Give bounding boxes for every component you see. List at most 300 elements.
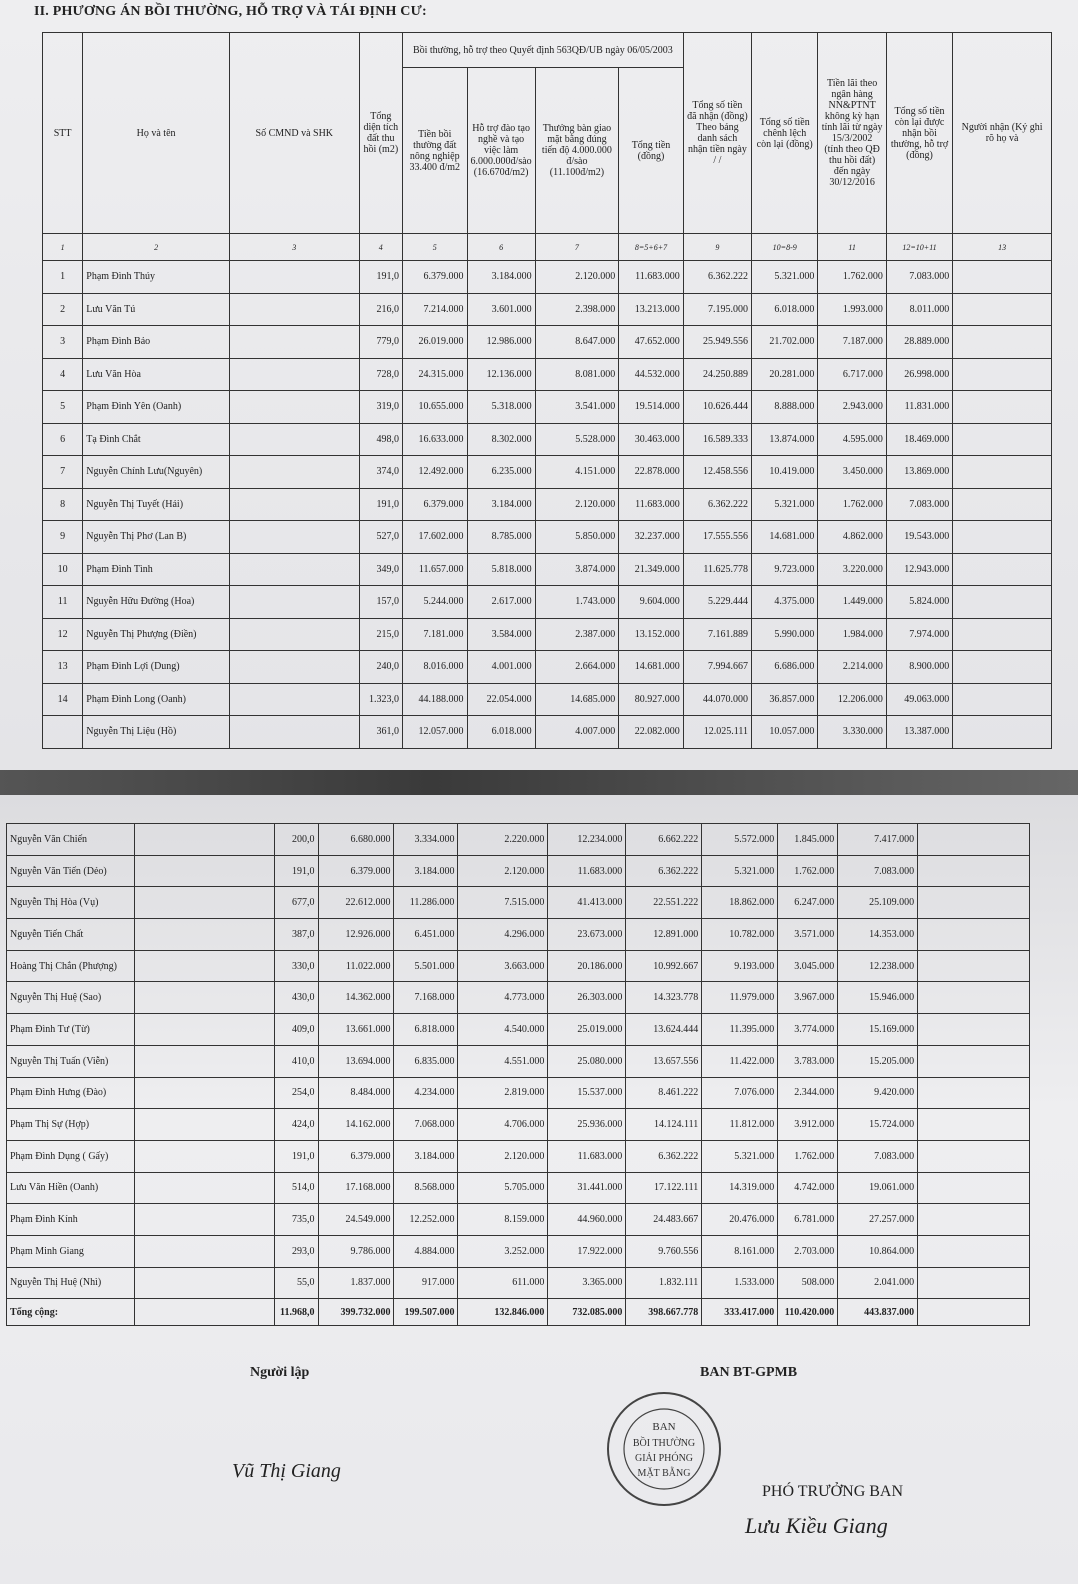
c6-cell: 8.302.000 bbox=[467, 423, 535, 456]
c12-cell: 19.543.000 bbox=[886, 521, 952, 554]
c7-cell: 14.685.000 bbox=[535, 683, 619, 716]
area-cell: 216,0 bbox=[359, 293, 402, 326]
c9-cell: 22.551.222 bbox=[626, 887, 702, 919]
c10-cell: 8.888.000 bbox=[752, 391, 818, 424]
total-row bbox=[7, 1299, 1030, 1326]
table-row bbox=[43, 553, 1052, 586]
c8-cell: 11.683.000 bbox=[548, 855, 626, 887]
c9-cell: 12.891.000 bbox=[626, 919, 702, 951]
c10-cell: 10.419.000 bbox=[752, 456, 818, 489]
c9-cell: 24.483.667 bbox=[626, 1204, 702, 1236]
name-cell: Nguyễn Thị Phượng (Điền) bbox=[83, 618, 230, 651]
c10-cell: 5.321.000 bbox=[702, 1140, 778, 1172]
c9-cell: 14.323.778 bbox=[626, 982, 702, 1014]
c5-cell: 1.837.000 bbox=[318, 1267, 394, 1299]
id-cell bbox=[229, 358, 359, 391]
area-cell: 191,0 bbox=[274, 855, 318, 887]
c6-cell: 917.000 bbox=[394, 1267, 458, 1299]
c9-cell: 12.458.556 bbox=[683, 456, 751, 489]
c10-cell: 14.319.000 bbox=[702, 1172, 778, 1204]
c11-cell: 12.206.000 bbox=[818, 683, 886, 716]
c7-cell: 5.850.000 bbox=[535, 521, 619, 554]
c12-cell: 27.257.000 bbox=[838, 1204, 918, 1236]
c7-cell: 2.120.000 bbox=[458, 855, 548, 887]
c8-cell: 13.152.000 bbox=[619, 618, 684, 651]
stt-cell: 3 bbox=[43, 326, 83, 359]
c5-cell: 11.657.000 bbox=[402, 553, 467, 586]
c12-cell: 7.083.000 bbox=[886, 261, 952, 294]
c8-cell: 25.936.000 bbox=[548, 1109, 626, 1141]
header-c8: Tổng tiền (đồng) bbox=[619, 68, 684, 234]
c9-cell: 1.832.111 bbox=[626, 1267, 702, 1299]
stt-cell: 4 bbox=[43, 358, 83, 391]
name-cell: Nguyễn Tiến Chất bbox=[7, 919, 135, 951]
area-cell: 157,0 bbox=[359, 586, 402, 619]
c6-cell: 22.054.000 bbox=[467, 683, 535, 716]
area-cell: 779,0 bbox=[359, 326, 402, 359]
area-cell: 424,0 bbox=[274, 1109, 318, 1141]
document-page-2 bbox=[0, 795, 1078, 1584]
c5-cell: 10.655.000 bbox=[402, 391, 467, 424]
compensation-table-page-2 bbox=[6, 823, 1030, 1326]
total-c10: 333.417.000 bbox=[702, 1299, 778, 1326]
c10-cell: 18.862.000 bbox=[702, 887, 778, 919]
c9-cell: 6.362.222 bbox=[683, 488, 751, 521]
c11-cell: 6.247.000 bbox=[778, 887, 838, 919]
name-cell: Nguyễn Hữu Đường (Hoa) bbox=[83, 586, 230, 619]
total-c8: 732.085.000 bbox=[548, 1299, 626, 1326]
c7-cell: 7.515.000 bbox=[458, 887, 548, 919]
c11-cell: 3.045.000 bbox=[778, 950, 838, 982]
sign-cell bbox=[918, 1109, 1030, 1141]
c12-cell: 7.083.000 bbox=[886, 488, 952, 521]
c8-cell: 20.186.000 bbox=[548, 950, 626, 982]
c6-cell: 5.501.000 bbox=[394, 950, 458, 982]
c12-cell: 8.900.000 bbox=[886, 651, 952, 684]
id-cell bbox=[229, 683, 359, 716]
c7-cell: 4.706.000 bbox=[458, 1109, 548, 1141]
stt-cell: 5 bbox=[43, 391, 83, 424]
c6-cell: 5.818.000 bbox=[467, 553, 535, 586]
c10-cell: 13.874.000 bbox=[752, 423, 818, 456]
index-cell: 7 bbox=[535, 234, 619, 261]
c12-cell: 10.864.000 bbox=[838, 1235, 918, 1267]
seal-line: BAN bbox=[652, 1421, 676, 1433]
table-row bbox=[43, 618, 1052, 651]
name-cell: Nguyễn Thị Huệ (Nhì) bbox=[7, 1267, 135, 1299]
name-cell: Nguyễn Thị Liệu (Hồ) bbox=[83, 716, 230, 749]
table-row bbox=[7, 1014, 1030, 1046]
c6-cell: 5.318.000 bbox=[467, 391, 535, 424]
stt-cell: 2 bbox=[43, 293, 83, 326]
area-cell: 191,0 bbox=[274, 1140, 318, 1172]
c11-cell: 2.214.000 bbox=[818, 651, 886, 684]
c11-cell: 1.762.000 bbox=[818, 488, 886, 521]
stt-cell: 7 bbox=[43, 456, 83, 489]
name-cell: Hoàng Thị Chắn (Phượng) bbox=[7, 950, 135, 982]
id-cell bbox=[134, 1172, 274, 1204]
c6-cell: 8.568.000 bbox=[394, 1172, 458, 1204]
c8-cell: 44.960.000 bbox=[548, 1204, 626, 1236]
table-row bbox=[7, 1267, 1030, 1299]
c11-cell: 3.967.000 bbox=[778, 982, 838, 1014]
c6-cell: 12.252.000 bbox=[394, 1204, 458, 1236]
c9-cell: 44.070.000 bbox=[683, 683, 751, 716]
table-row bbox=[7, 1235, 1030, 1267]
c11-cell: 1.449.000 bbox=[818, 586, 886, 619]
header-c13: Người nhận (Ký ghi rõ họ và bbox=[953, 33, 1052, 234]
c7-cell: 1.743.000 bbox=[535, 586, 619, 619]
stt-cell: 11 bbox=[43, 586, 83, 619]
id-cell bbox=[134, 1235, 274, 1267]
c5-cell: 44.188.000 bbox=[402, 683, 467, 716]
c10-cell: 5.572.000 bbox=[702, 824, 778, 856]
c11-cell: 3.912.000 bbox=[778, 1109, 838, 1141]
table-row bbox=[7, 855, 1030, 887]
c7-cell: 5.705.000 bbox=[458, 1172, 548, 1204]
c7-cell: 4.151.000 bbox=[535, 456, 619, 489]
c10-cell: 36.857.000 bbox=[752, 683, 818, 716]
header-c5: Tiền bồi thường đất nông nghiệp 33.400 đ/m2 bbox=[402, 68, 467, 234]
id-cell bbox=[229, 716, 359, 749]
name-cell: Phạm Đình Hưng (Đào) bbox=[7, 1077, 135, 1109]
total-c5: 399.732.000 bbox=[318, 1299, 394, 1326]
c6-cell: 6.235.000 bbox=[467, 456, 535, 489]
sign-cell bbox=[918, 1267, 1030, 1299]
header-area: Tổng diện tích đất thu hồi (m2) bbox=[359, 33, 402, 234]
id-cell bbox=[134, 1014, 274, 1046]
c7-cell: 2.398.000 bbox=[535, 293, 619, 326]
c8-cell: 21.349.000 bbox=[619, 553, 684, 586]
c7-cell: 4.540.000 bbox=[458, 1014, 548, 1046]
c10-cell: 4.375.000 bbox=[752, 586, 818, 619]
id-cell bbox=[134, 919, 274, 951]
table-row bbox=[7, 950, 1030, 982]
c6-cell: 3.184.000 bbox=[467, 488, 535, 521]
c12-cell: 13.869.000 bbox=[886, 456, 952, 489]
c6-cell: 6.451.000 bbox=[394, 919, 458, 951]
c12-cell: 15.169.000 bbox=[838, 1014, 918, 1046]
table-row bbox=[7, 982, 1030, 1014]
id-cell bbox=[229, 423, 359, 456]
c8-cell: 26.303.000 bbox=[548, 982, 626, 1014]
c8-cell: 31.441.000 bbox=[548, 1172, 626, 1204]
c7-cell: 611.000 bbox=[458, 1267, 548, 1299]
c9-cell: 7.994.667 bbox=[683, 651, 751, 684]
name-cell: Lưu Văn Hòa bbox=[83, 358, 230, 391]
sign-cell bbox=[918, 1140, 1030, 1172]
c8-cell: 22.082.000 bbox=[619, 716, 684, 749]
name-cell: Phạm Thị Sự (Hợp) bbox=[7, 1109, 135, 1141]
c6-cell: 6.835.000 bbox=[394, 1045, 458, 1077]
table-row bbox=[43, 716, 1052, 749]
c12-cell: 2.041.000 bbox=[838, 1267, 918, 1299]
c5-cell: 14.362.000 bbox=[318, 982, 394, 1014]
c10-cell: 6.018.000 bbox=[752, 293, 818, 326]
c12-cell: 25.109.000 bbox=[838, 887, 918, 919]
c10-cell: 11.422.000 bbox=[702, 1045, 778, 1077]
sign-cell bbox=[918, 1077, 1030, 1109]
c8-cell: 13.213.000 bbox=[619, 293, 684, 326]
id-cell bbox=[229, 488, 359, 521]
table-row bbox=[7, 1077, 1030, 1109]
total-c9: 398.667.778 bbox=[626, 1299, 702, 1326]
header-group: Bồi thường, hỗ trợ theo Quyết định 563QĐ/UB ngày 06/05/2003 bbox=[402, 33, 683, 68]
sign-cell bbox=[918, 919, 1030, 951]
c11-cell: 3.571.000 bbox=[778, 919, 838, 951]
sign-cell bbox=[953, 651, 1052, 684]
stt-cell: 13 bbox=[43, 651, 83, 684]
sign-cell bbox=[918, 1172, 1030, 1204]
c11-cell: 1.845.000 bbox=[778, 824, 838, 856]
c12-cell: 7.083.000 bbox=[838, 855, 918, 887]
c5-cell: 26.019.000 bbox=[402, 326, 467, 359]
c12-cell: 5.824.000 bbox=[886, 586, 952, 619]
area-cell: 735,0 bbox=[274, 1204, 318, 1236]
c9-cell: 17.555.556 bbox=[683, 521, 751, 554]
area-cell: 1.323,0 bbox=[359, 683, 402, 716]
sign-cell bbox=[953, 521, 1052, 554]
area-cell: 191,0 bbox=[359, 488, 402, 521]
section-title: II. PHƯƠNG ÁN BỒI THƯỜNG, HỖ TRỢ VÀ TÁI ĐỊNH CƯ: bbox=[34, 4, 427, 19]
prepared-by-signature: Vũ Thị Giang bbox=[232, 1460, 341, 1482]
sign-cell bbox=[953, 456, 1052, 489]
c5-cell: 13.694.000 bbox=[318, 1045, 394, 1077]
area-cell: 677,0 bbox=[274, 887, 318, 919]
c6-cell: 6.818.000 bbox=[394, 1014, 458, 1046]
c11-cell: 3.450.000 bbox=[818, 456, 886, 489]
sign-cell bbox=[953, 293, 1052, 326]
sign-cell bbox=[918, 1014, 1030, 1046]
deputy-head-signature: Lưu Kiều Giang bbox=[745, 1513, 888, 1538]
c10-cell: 6.686.000 bbox=[752, 651, 818, 684]
c8-cell: 9.604.000 bbox=[619, 586, 684, 619]
c7-cell: 4.551.000 bbox=[458, 1045, 548, 1077]
c7-cell: 3.541.000 bbox=[535, 391, 619, 424]
c10-cell: 5.321.000 bbox=[752, 261, 818, 294]
id-cell bbox=[134, 887, 274, 919]
c6-cell: 3.334.000 bbox=[394, 824, 458, 856]
c6-cell: 6.018.000 bbox=[467, 716, 535, 749]
c9-cell: 13.624.444 bbox=[626, 1014, 702, 1046]
c9-cell: 10.992.667 bbox=[626, 950, 702, 982]
area-cell: 430,0 bbox=[274, 982, 318, 1014]
area-cell: 514,0 bbox=[274, 1172, 318, 1204]
header-c6: Hỗ trợ đào tạo nghề và tạo việc làm 6.000.000đ/sào (16.670đ/m2) bbox=[467, 68, 535, 234]
area-cell: 374,0 bbox=[359, 456, 402, 489]
c8-cell: 15.537.000 bbox=[548, 1077, 626, 1109]
c5-cell: 14.162.000 bbox=[318, 1109, 394, 1141]
c12-cell: 15.205.000 bbox=[838, 1045, 918, 1077]
c11-cell: 1.762.000 bbox=[778, 1140, 838, 1172]
c11-cell: 2.344.000 bbox=[778, 1077, 838, 1109]
id-cell bbox=[229, 391, 359, 424]
c9-cell: 24.250.889 bbox=[683, 358, 751, 391]
id-cell bbox=[229, 553, 359, 586]
name-cell: Nguyễn Chính Lưu(Nguyên) bbox=[83, 456, 230, 489]
c7-cell: 5.528.000 bbox=[535, 423, 619, 456]
deputy-head-title: PHÓ TRƯỞNG BAN bbox=[762, 1483, 904, 1500]
table-row bbox=[7, 1172, 1030, 1204]
index-cell: 6 bbox=[467, 234, 535, 261]
c5-cell: 16.633.000 bbox=[402, 423, 467, 456]
table-row bbox=[43, 326, 1052, 359]
index-cell: 2 bbox=[83, 234, 230, 261]
id-cell bbox=[229, 293, 359, 326]
c6-cell: 8.785.000 bbox=[467, 521, 535, 554]
c11-cell: 3.220.000 bbox=[818, 553, 886, 586]
index-cell: 1 bbox=[43, 234, 83, 261]
c8-cell: 3.365.000 bbox=[548, 1267, 626, 1299]
c10-cell: 10.057.000 bbox=[752, 716, 818, 749]
table-row bbox=[43, 488, 1052, 521]
c10-cell: 9.723.000 bbox=[752, 553, 818, 586]
table-row bbox=[43, 521, 1052, 554]
c7-cell: 3.663.000 bbox=[458, 950, 548, 982]
table-row bbox=[43, 293, 1052, 326]
c10-cell: 21.702.000 bbox=[752, 326, 818, 359]
id-cell bbox=[229, 651, 359, 684]
id-cell bbox=[134, 982, 274, 1014]
area-cell: 349,0 bbox=[359, 553, 402, 586]
table-row bbox=[7, 1140, 1030, 1172]
c10-cell: 14.681.000 bbox=[752, 521, 818, 554]
name-cell: Phạm Đình Thúy bbox=[83, 261, 230, 294]
c11-cell: 4.862.000 bbox=[818, 521, 886, 554]
c12-cell: 26.998.000 bbox=[886, 358, 952, 391]
header-c7: Thưởng bàn giao mặt bằng đúng tiến độ 4.000.000 đ/sào (11.100đ/m2) bbox=[535, 68, 619, 234]
area-cell: 293,0 bbox=[274, 1235, 318, 1267]
c7-cell: 4.296.000 bbox=[458, 919, 548, 951]
c11-cell: 6.717.000 bbox=[818, 358, 886, 391]
name-cell: Nguyễn Thị Phơ (Lan B) bbox=[83, 521, 230, 554]
name-cell: Lưu Văn Tú bbox=[83, 293, 230, 326]
c6-cell: 7.068.000 bbox=[394, 1109, 458, 1141]
sign-cell bbox=[953, 488, 1052, 521]
c11-cell: 1.762.000 bbox=[778, 855, 838, 887]
c9-cell: 25.949.556 bbox=[683, 326, 751, 359]
c7-cell: 3.252.000 bbox=[458, 1235, 548, 1267]
sign-cell bbox=[953, 618, 1052, 651]
table-row bbox=[7, 824, 1030, 856]
c8-cell: 44.532.000 bbox=[619, 358, 684, 391]
c6-cell: 2.617.000 bbox=[467, 586, 535, 619]
c11-cell: 508.000 bbox=[778, 1267, 838, 1299]
area-cell: 498,0 bbox=[359, 423, 402, 456]
c9-cell: 5.229.444 bbox=[683, 586, 751, 619]
compensation-table-page-1 bbox=[42, 32, 1052, 749]
area-cell: 215,0 bbox=[359, 618, 402, 651]
c12-cell: 15.724.000 bbox=[838, 1109, 918, 1141]
id-cell bbox=[229, 586, 359, 619]
id-cell bbox=[134, 1140, 274, 1172]
stt-cell: 12 bbox=[43, 618, 83, 651]
c11-cell: 4.742.000 bbox=[778, 1172, 838, 1204]
header-c11: Tiền lãi theo ngân hàng NN&PTNT không kỳ hạn tính lãi từ ngày 15/3/2002 (tính theo QĐ thu hồi đất) đến ngày 30/12/2016 bbox=[818, 33, 886, 234]
c6-cell: 7.168.000 bbox=[394, 982, 458, 1014]
c9-cell: 13.657.556 bbox=[626, 1045, 702, 1077]
total-c7: 132.846.000 bbox=[458, 1299, 548, 1326]
c8-cell: 25.080.000 bbox=[548, 1045, 626, 1077]
sign-cell bbox=[953, 423, 1052, 456]
c7-cell: 2.120.000 bbox=[535, 488, 619, 521]
c8-cell: 11.683.000 bbox=[619, 488, 684, 521]
c12-cell: 49.063.000 bbox=[886, 683, 952, 716]
c8-cell: 25.019.000 bbox=[548, 1014, 626, 1046]
c10-cell: 20.476.000 bbox=[702, 1204, 778, 1236]
name-cell: Phạm Minh Giang bbox=[7, 1235, 135, 1267]
header-c10: Tổng số tiền chênh lệch còn lại (đồng) bbox=[752, 33, 818, 234]
c12-cell: 7.974.000 bbox=[886, 618, 952, 651]
c6-cell: 3.184.000 bbox=[467, 261, 535, 294]
c8-cell: 11.683.000 bbox=[619, 261, 684, 294]
c11-cell: 3.774.000 bbox=[778, 1014, 838, 1046]
index-cell: 5 bbox=[402, 234, 467, 261]
board-title: BAN BT-GPMB bbox=[700, 1365, 798, 1380]
rows-page-2 bbox=[7, 824, 1030, 1299]
c5-cell: 12.926.000 bbox=[318, 919, 394, 951]
table-row bbox=[43, 423, 1052, 456]
id-cell bbox=[134, 1045, 274, 1077]
c10-cell: 20.281.000 bbox=[752, 358, 818, 391]
index-cell: 11 bbox=[818, 234, 886, 261]
table-row bbox=[43, 261, 1052, 294]
c9-cell: 7.195.000 bbox=[683, 293, 751, 326]
index-cell: 8=5+6+7 bbox=[619, 234, 684, 261]
c7-cell: 8.159.000 bbox=[458, 1204, 548, 1236]
c5-cell: 11.022.000 bbox=[318, 950, 394, 982]
c8-cell: 32.237.000 bbox=[619, 521, 684, 554]
c9-cell: 6.362.222 bbox=[683, 261, 751, 294]
header-id: Số CMND và SHK bbox=[229, 33, 359, 234]
area-cell: 330,0 bbox=[274, 950, 318, 982]
area-cell: 410,0 bbox=[274, 1045, 318, 1077]
c12-cell: 14.353.000 bbox=[838, 919, 918, 951]
c7-cell: 3.874.000 bbox=[535, 553, 619, 586]
c8-cell: 14.681.000 bbox=[619, 651, 684, 684]
name-cell: Nguyễn Thị Tuyết (Hải) bbox=[83, 488, 230, 521]
c8-cell: 11.683.000 bbox=[548, 1140, 626, 1172]
c10-cell: 11.979.000 bbox=[702, 982, 778, 1014]
name-cell: Phạm Đình Bảo bbox=[83, 326, 230, 359]
c11-cell: 1.984.000 bbox=[818, 618, 886, 651]
c6-cell: 3.601.000 bbox=[467, 293, 535, 326]
sign-cell bbox=[953, 261, 1052, 294]
stt-cell: 8 bbox=[43, 488, 83, 521]
c6-cell: 11.286.000 bbox=[394, 887, 458, 919]
c8-cell: 22.878.000 bbox=[619, 456, 684, 489]
c6-cell: 4.884.000 bbox=[394, 1235, 458, 1267]
c9-cell: 7.161.889 bbox=[683, 618, 751, 651]
c7-cell: 2.120.000 bbox=[535, 261, 619, 294]
c6-cell: 3.184.000 bbox=[394, 1140, 458, 1172]
sign-cell bbox=[953, 326, 1052, 359]
id-cell bbox=[229, 261, 359, 294]
c9-cell: 11.625.778 bbox=[683, 553, 751, 586]
c9-cell: 10.626.444 bbox=[683, 391, 751, 424]
table-row bbox=[43, 456, 1052, 489]
c11-cell: 4.595.000 bbox=[818, 423, 886, 456]
c9-cell: 6.362.222 bbox=[626, 855, 702, 887]
header-c9: Tổng số tiền đã nhận (đồng) Theo bảng danh sách nhận tiền ngày / / bbox=[683, 33, 751, 234]
c6-cell: 4.234.000 bbox=[394, 1077, 458, 1109]
c11-cell: 2.943.000 bbox=[818, 391, 886, 424]
c7-cell: 4.007.000 bbox=[535, 716, 619, 749]
c12-cell: 12.238.000 bbox=[838, 950, 918, 982]
c8-cell: 12.234.000 bbox=[548, 824, 626, 856]
sign-cell bbox=[953, 716, 1052, 749]
name-cell: Lưu Văn Hiền (Oanh) bbox=[7, 1172, 135, 1204]
